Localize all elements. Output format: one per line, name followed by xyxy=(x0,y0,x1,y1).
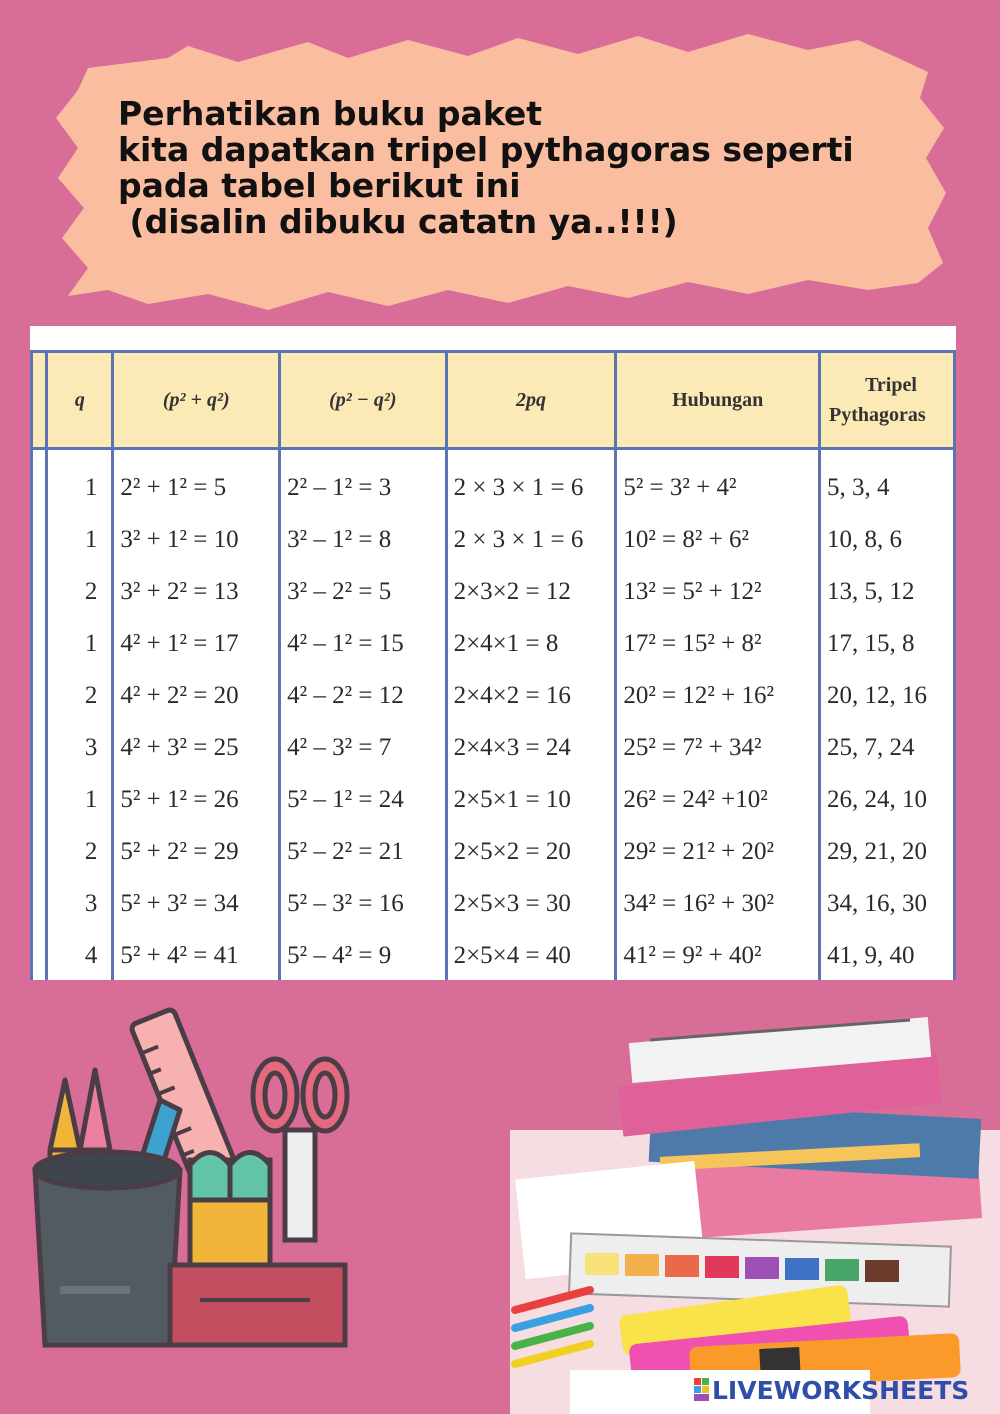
table-row xyxy=(32,722,955,774)
cell-hubungan: 10² = 8² + 6² xyxy=(616,514,820,566)
cell-q: 4 xyxy=(47,930,113,980)
cell-sum: 4² + 3² = 25 xyxy=(113,722,280,774)
header-tripel xyxy=(820,352,955,449)
header-tripel-line2: Pythagoras xyxy=(829,404,926,426)
row-cut-cell xyxy=(32,514,47,566)
banner-line-2: kita dapatkan tripel pythagoras seperti xyxy=(118,130,854,169)
cell-tripel: 29, 21, 20 xyxy=(820,826,955,878)
row-cut-cell xyxy=(32,618,47,670)
title-banner xyxy=(48,28,953,328)
cell-hubungan: 20² = 12² + 16² xyxy=(616,670,820,722)
header-cut-column xyxy=(32,352,47,449)
table-row xyxy=(32,514,955,566)
cell-q: 2 xyxy=(47,670,113,722)
cell-sum: 5² + 3² = 34 xyxy=(113,878,280,930)
row-cut-cell xyxy=(32,774,47,826)
cell-hubungan: 25² = 7² + 34² xyxy=(616,722,820,774)
cell-hubungan: 34² = 16² + 30² xyxy=(616,878,820,930)
cell-diff: 5² – 3² = 16 xyxy=(280,878,446,930)
liveworksheets-logo-icon xyxy=(694,1378,710,1402)
cell-tripel: 25, 7, 24 xyxy=(820,722,955,774)
cell-hubungan: 13² = 5² + 12² xyxy=(616,566,820,618)
cell-tripel: 41, 9, 40 xyxy=(820,930,955,980)
table-row xyxy=(32,774,955,826)
cell-sum: 5² + 2² = 29 xyxy=(113,826,280,878)
cell-sum: 4² + 1² = 17 xyxy=(113,618,280,670)
table-row xyxy=(32,878,955,930)
cell-diff: 5² – 1² = 24 xyxy=(280,774,446,826)
cell-diff: 4² – 1² = 15 xyxy=(280,618,446,670)
row-cut-cell xyxy=(32,826,47,878)
cell-q: 1 xyxy=(47,449,113,515)
cell-2pq: 2×4×1 = 8 xyxy=(446,618,616,670)
cell-tripel: 5, 3, 4 xyxy=(820,449,955,515)
header-diff: (p² − q²) xyxy=(280,352,446,449)
cell-tripel: 13, 5, 12 xyxy=(820,566,955,618)
cell-q: 1 xyxy=(47,618,113,670)
row-cut-cell xyxy=(32,930,47,980)
cell-2pq: 2×5×3 = 30 xyxy=(446,878,616,930)
watermark-text: LIVEWORKSHEETS xyxy=(712,1376,970,1405)
cell-tripel: 34, 16, 30 xyxy=(820,878,955,930)
stationery-holder-icon xyxy=(30,1000,360,1360)
table-row xyxy=(32,930,955,980)
cell-hubungan: 17² = 15² + 8² xyxy=(616,618,820,670)
row-cut-cell xyxy=(32,566,47,618)
row-cut-cell xyxy=(32,878,47,930)
table-row xyxy=(32,566,955,618)
banner-line-1: Perhatikan buku paket xyxy=(118,94,543,133)
header-2pq: 2pq xyxy=(446,352,616,449)
cell-tripel: 10, 8, 6 xyxy=(820,514,955,566)
row-cut-cell xyxy=(32,449,47,515)
cell-q: 2 xyxy=(47,826,113,878)
banner-text xyxy=(118,96,938,240)
cell-2pq: 2×4×3 = 24 xyxy=(446,722,616,774)
table-row xyxy=(32,449,955,515)
cell-sum: 3² + 1² = 10 xyxy=(113,514,280,566)
row-cut-cell xyxy=(32,670,47,722)
cell-diff: 5² – 4² = 9 xyxy=(280,930,446,980)
pythagoras-table xyxy=(30,350,956,980)
cell-q: 1 xyxy=(47,774,113,826)
cell-hubungan: 5² = 3² + 4² xyxy=(616,449,820,515)
cell-2pq: 2×5×4 = 40 xyxy=(446,930,616,980)
banner-line-3: pada tabel berikut ini xyxy=(118,166,521,205)
table-header-row xyxy=(32,352,955,449)
liveworksheets-watermark xyxy=(694,1376,969,1406)
header-tripel-line1: Tripel xyxy=(865,374,917,396)
header-hubungan: Hubungan xyxy=(616,352,820,449)
cell-tripel: 17, 15, 8 xyxy=(820,618,955,670)
table-row xyxy=(32,618,955,670)
cell-sum: 5² + 1² = 26 xyxy=(113,774,280,826)
banner-line-4: (disalin dibuku catatn ya..!!!) xyxy=(118,202,678,241)
cell-tripel: 26, 24, 10 xyxy=(820,774,955,826)
cell-q: 1 xyxy=(47,514,113,566)
cell-hubungan: 41² = 9² + 40² xyxy=(616,930,820,980)
cell-sum: 5² + 4² = 41 xyxy=(113,930,280,980)
table-row xyxy=(32,670,955,722)
row-cut-cell xyxy=(32,722,47,774)
cell-hubungan: 29² = 21² + 20² xyxy=(616,826,820,878)
cell-2pq: 2×4×2 = 16 xyxy=(446,670,616,722)
pythagoras-table-panel xyxy=(30,326,956,980)
cell-2pq: 2×5×1 = 10 xyxy=(446,774,616,826)
cell-2pq: 2 × 3 × 1 = 6 xyxy=(446,449,616,515)
cell-sum: 4² + 2² = 20 xyxy=(113,670,280,722)
cell-q: 3 xyxy=(47,722,113,774)
header-q: q xyxy=(47,352,113,449)
table-body xyxy=(32,449,955,981)
cell-sum: 2² + 1² = 5 xyxy=(113,449,280,515)
cell-tripel: 20, 12, 16 xyxy=(820,670,955,722)
cell-diff: 4² – 2² = 12 xyxy=(280,670,446,722)
cell-2pq: 2×3×2 = 12 xyxy=(446,566,616,618)
cell-sum: 3² + 2² = 13 xyxy=(113,566,280,618)
table-row xyxy=(32,826,955,878)
cell-q: 3 xyxy=(47,878,113,930)
cell-diff: 3² – 2² = 5 xyxy=(280,566,446,618)
cell-diff: 3² – 1² = 8 xyxy=(280,514,446,566)
cell-2pq: 2×5×2 = 20 xyxy=(446,826,616,878)
books-and-supplies-image xyxy=(510,1010,1000,1414)
cell-hubungan: 26² = 24² +10² xyxy=(616,774,820,826)
header-sum: (p² + q²) xyxy=(113,352,280,449)
cell-diff: 2² – 1² = 3 xyxy=(280,449,446,515)
cell-2pq: 2 × 3 × 1 = 6 xyxy=(446,514,616,566)
cell-q: 2 xyxy=(47,566,113,618)
cell-diff: 5² – 2² = 21 xyxy=(280,826,446,878)
cell-diff: 4² – 3² = 7 xyxy=(280,722,446,774)
